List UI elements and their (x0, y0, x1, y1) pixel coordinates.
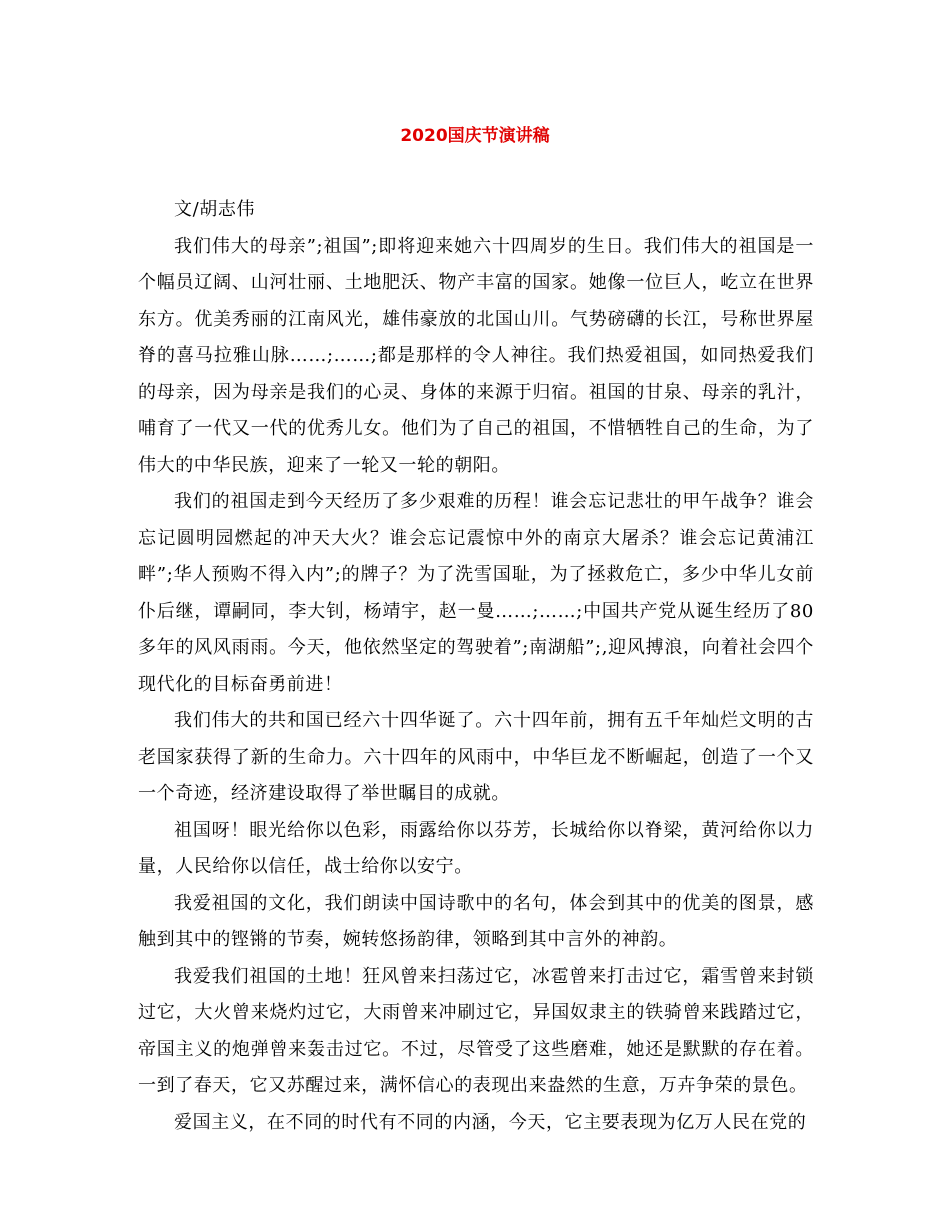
paragraph: 我们伟大的母亲”;祖国”;即将迎来她六十四周岁的生日。我们伟大的祖国是一个幅员辽阔、山河壮丽、土地肥沃、物产丰富的国家。她像一位巨人，屹立在世界东方。优美秀丽的江南风光，雄伟豪放的北国山川。气势磅礴的长江，号称世界屋脊的喜马拉雅山脉……;……;都是那样的令人神往。我们热爱祖国，如同热爱我们的母亲，因为母亲是我们的心灵、身体的来源于归宿。祖国的甘泉、母亲的乳汁，哺育了一代又一代的优秀儿女。他们为了自己的祖国，不惜牺牲自己的生命，为了伟大的中华民族，迎来了一轮又一轮的朝阳。 (138, 235, 814, 476)
paragraph: 爱国主义，在不同的时代有不同的内涵，今天，它主要表现为亿万人民在党的 (174, 1111, 807, 1133)
document-body (138, 192, 814, 1141)
paragraph: 祖国呀！眼光给你以色彩，雨露给你以芬芳，长城给你以脊梁，黄河给你以力量，人民给你以信任，战士给你以安宁。 (138, 819, 814, 877)
paragraph: 我爱祖国的文化，我们朗读中国诗歌中的名句，体会到其中的优美的图景，感触到其中的铿锵的节奏，婉转悠扬韵律，领略到其中言外的神韵。 (138, 892, 814, 950)
document-title: 2020国庆节演讲稿 (400, 126, 550, 146)
author-line: 文/胡志伟 (174, 199, 256, 220)
paragraph: 我们的祖国走到今天经历了多少艰难的历程！谁会忘记悲壮的甲午战争？谁会忘记圆明园燃起的冲天大火？谁会忘记震惊中外的南京大屠杀？谁会忘记黄浦江畔”;华人预购不得入内”;的牌子？为了洗雪国耻，为了拯救危亡，多少中华儿女前仆后继，谭嗣同，李大钊，杨靖宇，赵一曼……;……;中国共产党从诞生经历了80多年的风风雨雨。今天，他依然坚定的驾驶着”;南湖船”;,迎风搏浪，向着社会四个现代化的目标奋勇前进！ (138, 491, 814, 695)
paragraph: 我们伟大的共和国已经六十四华诞了。六十四年前，拥有五千年灿烂文明的古老国家获得了新的生命力。六十四年的风雨中，中华巨龙不断崛起，创造了一个又一个奇迹，经济建设取得了举世瞩目的成就。 (138, 710, 814, 804)
paragraph: 我爱我们祖国的土地！狂风曾来扫荡过它，冰雹曾来打击过它，霜雪曾来封锁过它，大火曾来烧灼过它，大雨曾来冲刷过它，异国奴隶主的铁骑曾来践踏过它，帝国主义的炮弹曾来轰击过它。不过，尽管受了这些磨难，她还是默默的存在着。一到了春天，它又苏醒过来，满怀信心的表现出来盎然的生意，万卉争荣的景色。 (138, 965, 814, 1096)
